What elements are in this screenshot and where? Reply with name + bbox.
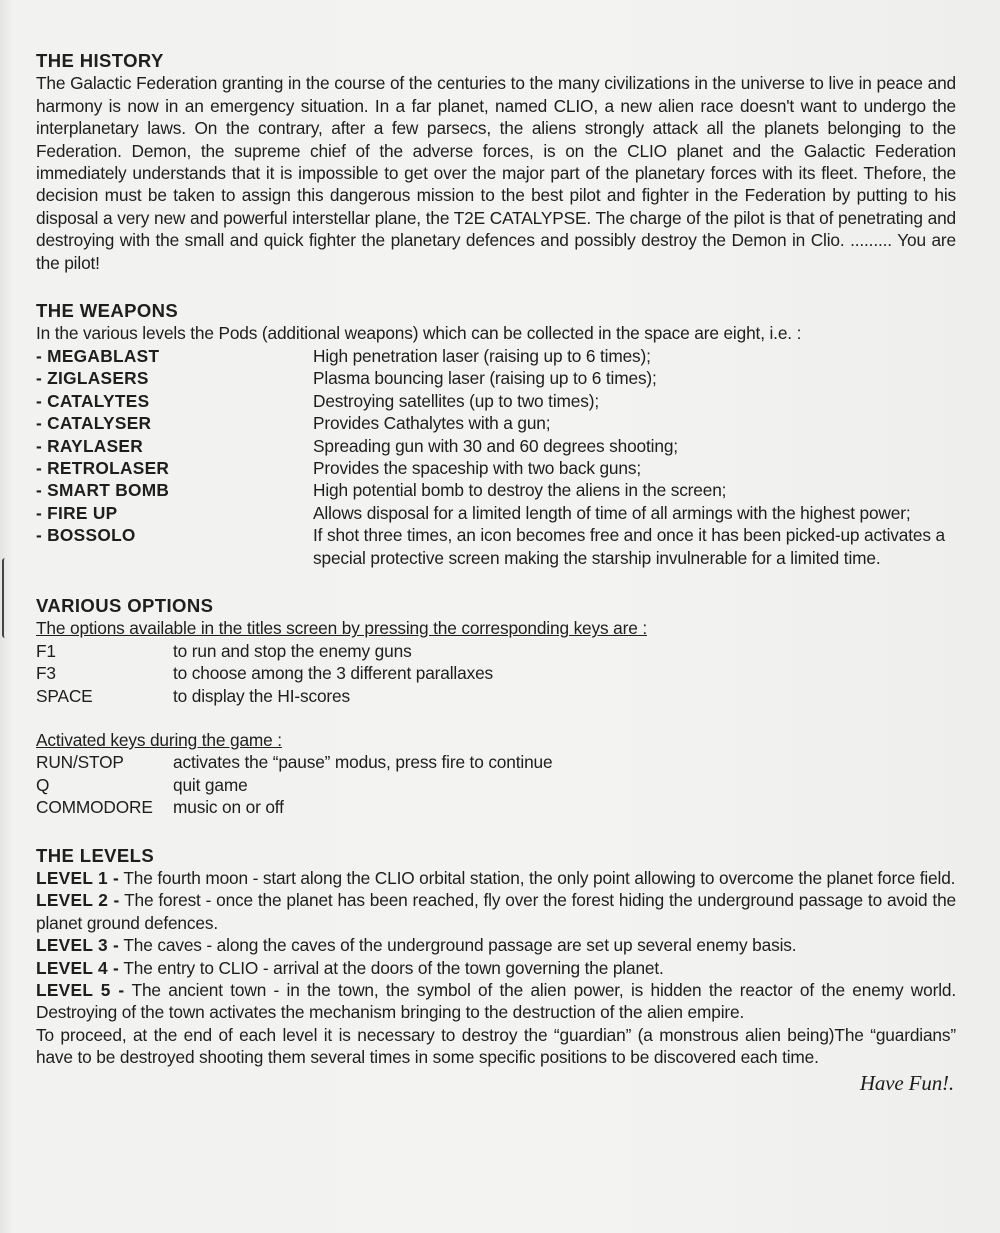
level-item (36, 889, 956, 934)
weapon-name: - BOSSOLO (36, 525, 136, 546)
weapon-row (36, 345, 956, 367)
level-label: LEVEL 3 - (36, 935, 120, 956)
level-item (36, 867, 956, 889)
option-row (36, 662, 956, 684)
weapon-row (36, 390, 956, 412)
weapon-desc: Plasma bouncing laser (raising up to 6 times); (313, 368, 657, 389)
history-text: The Galactic Federation granting in the course of the centuries to the many civilizations in the universe to live in peace and harmony is now in an emergency situation. In a far planet, named CLIO, a new alien race doesn't want to undergo the interplanetary laws. On the contrary, after a few parsecs, the aliens strongly attack all the planets belonging to the Federation. Demon, the supreme chief of the adverse forces, is on the CLIO planet and the Galactic Federation immediately understands that it is impossible to get over the major part of the planetary forces with its fleet. Thefore, the decision must be taken to assign this dangerous mission to the best pilot and fighter in the Federation by putting to his disposal a very new and powerful interstellar plane, the T2E CATALYPSE. The charge of the pilot is that of penetrating and destroying with the small and quick fighter the planetary defences and possibly destroy the Demon in Clio. ......... You are the pilot! (36, 73, 956, 273)
option-row (36, 774, 956, 796)
weapon-desc: Allows disposal for a limited length of time of all armings with the highest power; (313, 502, 911, 523)
weapons-heading: THE WEAPONS (36, 300, 179, 322)
titles-keys-label: The options available in the titles screen by pressing the corresponding keys are : (36, 618, 647, 639)
weapon-name: - CATALYTES (36, 390, 150, 411)
manual-content (36, 50, 956, 1095)
level-label: LEVEL 5 - (36, 980, 125, 1001)
weapon-row (36, 435, 956, 457)
option-row (36, 640, 956, 662)
weapon-name: - MEGABLAST (36, 345, 160, 366)
weapon-row (36, 457, 956, 479)
weapon-row (36, 367, 956, 389)
weapon-row (36, 524, 956, 569)
weapons-section (36, 300, 956, 569)
weapon-name: - ZIGLASERS (36, 368, 149, 389)
level-item (36, 934, 956, 956)
option-key: F1 (36, 640, 56, 661)
levels-heading: THE LEVELS (36, 844, 155, 866)
weapon-name: - RETROLASER (36, 457, 170, 478)
weapon-name: - RAYLASER (36, 435, 144, 456)
weapon-desc: Provides the spaceship with two back guns; (313, 457, 641, 478)
weapons-intro: In the various levels the Pods (additional weapons) which can be collected in the space are eight, i.e. : (36, 323, 802, 344)
option-desc: to run and stop the enemy guns (173, 640, 412, 661)
option-desc: to display the HI-scores (173, 685, 350, 706)
level-item (36, 957, 956, 979)
level-label: LEVEL 2 - (36, 890, 120, 911)
option-key: Q (36, 774, 50, 795)
options-section (36, 595, 956, 819)
levels-outro: To proceed, at the end of each level it is necessary to destroy the “guardian” (a monstrous alien being)The “guardians” have to be destroyed shooting them several times in some specific positions to be discovered each time. (36, 1024, 956, 1068)
weapon-name: - SMART BOMB (36, 480, 170, 501)
weapon-name: - CATALYSER (36, 413, 152, 434)
game-keys-label: Activated keys during the game : (36, 729, 282, 750)
level-item (36, 979, 956, 1024)
option-key: SPACE (36, 685, 93, 706)
level-text: The forest - once the planet has been reached, fly over the forest hiding the underground passage to avoid the planet ground defences. (36, 890, 956, 933)
option-desc: to choose among the 3 different parallaxes (173, 663, 494, 684)
option-desc: quit game (173, 774, 248, 795)
option-desc: music on or off (173, 797, 284, 818)
option-key: COMMODORE (36, 797, 153, 818)
level-label: LEVEL 4 - (36, 957, 120, 978)
level-text: The entry to CLIO - arrival at the doors of the town governing the planet. (119, 957, 664, 978)
weapon-name: - FIRE UP (36, 502, 118, 523)
option-row (36, 796, 956, 818)
weapon-desc: Spreading gun with 30 and 60 degrees shooting; (313, 435, 678, 456)
weapon-row (36, 502, 956, 524)
option-row (36, 685, 956, 707)
option-key: RUN/STOP (36, 752, 124, 773)
level-text: The fourth moon - start along the CLIO orbital station, the only point allowing to overcome the planet force field. (119, 868, 956, 888)
weapon-row (36, 479, 956, 501)
weapon-desc: If shot three times, an icon becomes free and once it has been picked-up activates a special protective screen making the starship invulnerable for a limited time. (313, 525, 945, 568)
weapon-row (36, 412, 956, 434)
history-heading: THE HISTORY (36, 50, 164, 71)
level-text: The caves - along the caves of the underground passage are set up several enemy basis. (119, 935, 797, 956)
weapon-desc: Destroying satellites (up to two times); (313, 390, 599, 411)
level-text: The ancient town - in the town, the symbol of the alien power, is hidden the reactor of the enemy world. Destroying of the town activates the mechanism bringing to the destruction of the alien empire. (36, 980, 956, 1023)
history-section (36, 50, 956, 274)
levels-section (36, 845, 956, 1069)
options-heading: VARIOUS OPTIONS (36, 594, 214, 616)
binding-wire (2, 558, 11, 638)
level-label: LEVEL 1 - (36, 868, 120, 888)
weapon-desc: Provides Cathalytes with a gun; (313, 413, 551, 434)
option-row (36, 751, 956, 773)
weapon-desc: High penetration laser (raising up to 6 times); (313, 345, 651, 366)
option-key: F3 (36, 663, 56, 684)
weapon-desc: High potential bomb to destroy the aliens in the screen; (313, 480, 727, 501)
option-desc: activates the “pause” modus, press fire to continue (173, 752, 553, 773)
closing-signoff: Have Fun!. (859, 1070, 954, 1095)
